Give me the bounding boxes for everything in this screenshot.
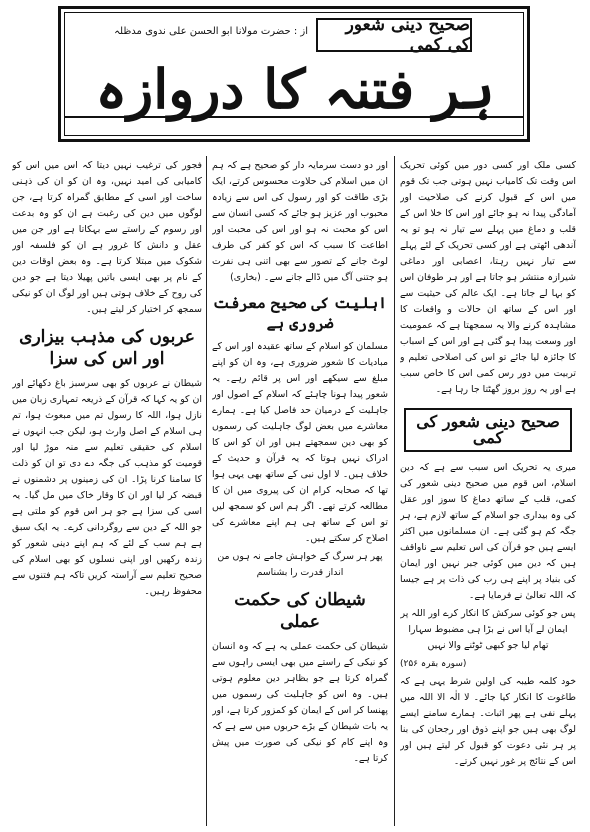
paragraph: خود کلمہ طیبہ کی اولین شرط یہی ہے کہ طاغوت کا انکار کیا جائے۔ لا الٰہ الا اللہ میں پہلے نفی ہے پھر اثبات۔ ہمارے سامنے ایسے لوگ بھی ہیں جو اپنے ذوق اور رجحان کی بنا پر ہر نئی دعوت کو قبول کر لیتے ہیں اور اس کے نتائج پر غور نہیں کرتے۔ [400, 676, 576, 767]
kicker-box: صحیح دینی شعور کی کمی [316, 18, 472, 52]
author-byline: از : حضرت مولانا ابو الحسن علی ندوی مدظلہ [114, 26, 308, 37]
section-heading-boxed: صحیح دینی شعور کی کمی [404, 408, 572, 452]
paragraph: فجور کی ترغیب نہیں دیتا کہ اس میں اس کو کامیابی کی امید نہیں، وہ ان کو ان کی ذہنی ساخت اور اسی کے مطابق گمراہ کرتا ہے، جن لوگوں میں دین کی رغبت ہے ان کو وہ بدعت اور رسوم کے راستے سے بہکاتا ہے اور جن میں عقل و دانش کا غرور ہے ان کو فلسفہ اور شکوک میں مبتلا کرتا ہے۔ وہ بعض اوقات دین کے نام پر بھی ایسی باتیں پھیلا دیتا ہے جو دین کی روح کے خلاف ہوتی ہیں اور لوگ ان کو نیکی سمجھ کر اختیار کر لیتے ہیں۔ [12, 160, 202, 315]
quran-reference: (سورہ بقرہ ۲۵۶) [400, 659, 467, 669]
column-left [12, 158, 202, 826]
verse-couplet: پھر ہر سرگ کے خواہش جامے نہ ہوں من انداز قدرت را بشناسم [217, 551, 383, 578]
paragraph: اور دو دست سرمایہ دار کو صحیح ہے کہ ہم ان میں اسلام کی حلاوت محسوس کرتے، ایک بڑی طاقت کو اور رسول کی اس سے زیادہ محبوب اور عزیز ہو جائے کہ کسی انسان سے اس کو محبت نہ ہو اور اس کی محبت اور اطاعت کا سبب کہ اس کو کفر کی طرف لوٹ جانے کے تصور سے بھی اتنی ہی نفرت ہو جتنی آگ میں ڈالے جانے سے۔ (بخاری) [212, 160, 388, 283]
column-middle [212, 158, 388, 826]
paragraph: میری یہ تحریک اس سبب سے ہے کہ دین اسلام، اس قوم میں صحیح دینی شعور کی کمی، قلب کے ساتھ دماغ کا سوز اور عقل کی وہ بیداری جو اسلام کے ساتھ لازم ہے، ہر جگہ کم ہو گئی ہے۔ ان مسلمانوں میں اکثر ایسے ہیں جو قرآن کی اس تعلیم سے ناواقف ہیں کہ دین میں کوئی جبر نہیں اور ایمان کی بنیاد پر اپنے ہی رب کی ذات پر ہے جیسا کہ اللہ تعالیٰ نے فرمایا ہے۔ [400, 462, 576, 601]
paragraph: کسی ملک اور کسی دور میں کوئی تحریک اس وقت تک کامیاب نہیں ہوتی جب تک قوم میں اس کے قبول کرنے کی صلاحیت اور آمادگی پیدا نہ ہو جائے اور اس کا خلا اس کے قلب و دماغ میں پہلے سے تیار نہ ہو تو یہ آندھی اٹھتی ہے اور کسی تحریک کے لئے پہلے سے تیار نہیں رہتا، اعصابی اور دماغی شیرازہ منتشر ہو جاتا ہے اور ہر طوفان اس کو بہا لے جاتا ہے۔ ایک عالم کی حیثیت سے اور اس کے ساتھ ان حالات و واقعات کا مشاہدہ کرنے والا یہ سمجھتا ہے کہ عمومیت اور وسعت پیدا ہو گئی ہے اور اس کے اسباب کا جائزہ لیا جائے تو اس کی اصلاحی تعلیم و تربیت میں دور رس کمی اس کا خاص سبب ہے اور یہ روز بروز گھٹتا جا رہا ہے۔ [400, 160, 576, 395]
paragraph: مسلمان کو اسلام کے ساتھ عقیدہ اور اس کے مبادیات کا شعور ضروری ہے، وہ ان کو اپنے مبلغ سے سیکھے اور اس پر قائم رہے۔ یہ شعور پیدا ہونا چاہئے کہ اسلام کے اصول اور جاہلیت کے درمیان حد فاصل کیا ہے۔ ہمارے معاشرے میں بعض لوگ جاہلیت کی رسموں کو بھی دین سمجھتے ہیں اور ان کو اس کا ادراک نہیں ہوتا کہ یہ قرآن و حدیث کے خلاف ہیں۔ لا اول نبی کے ساتھ بھی یہی ہوا تھا کہ صحابہ کرام ان کی پیروی میں ان کا مطالعہ کرتے تھے۔ اگر ہم اس کو سمجھ لیں تو اس کے ساتھ ہی ہم اپنے معاشرے کی اصلاح کر سکتے ہیں۔ [212, 341, 388, 544]
paragraph: شیطان نے عربوں کو بھی سرسبز باغ دکھائے اور ان کو یہ کہا کہ قرآن کے ذریعہ تمہاری زبان میں نازل ہوا، اللہ کا رسول تم میں مبعوث ہوا، تم ہی اسلام کے اصل وارث ہو، لیکن جب انہوں نے اسلام کی حقیقی تعلیم سے منہ موڑ لیا اور قومیت کو مذہب کی جگہ دے دی تو ان کو ذلت کا سامنا کرنا پڑا۔ ان کی زمینوں پر دشمنوں نے قبضہ کر لیا اور ان کا وقار خاک میں مل گیا۔ یہ اسی کی سزا ہے جو ہر اس قوم کو ملتی ہے جو اللہ کے دین سے روگردانی کرے۔ یہ ایک سبق ہے ہم سب کے لئے کہ ہم اپنے دینی شعور کو زندہ رکھیں اور اپنی نسلوں کو بھی اسلام کی صحیح تعلیم سے آراستہ کریں تاکہ ہم فتنوں سے محفوظ رہیں۔ [12, 378, 202, 598]
section-heading: عربوں کی مذہب بیزاری اور اس کی سزا [19, 327, 195, 370]
article-headline: ہر فتنہ کا دروازہ [95, 57, 495, 121]
column-right [400, 158, 576, 826]
section-heading: شیطان کی حکمت عملی [234, 590, 366, 633]
quran-quote: پس جو کوئی سرکش کا انکار کرے اور اللہ پر ایمان لے آیا اس نے بڑا ہی مضبوط سہارا تھام لیا جو کبھی ٹوٹنے والا نہیں [400, 608, 576, 651]
column-divider-right [394, 156, 395, 826]
section-heading: اہلیت کی صحیح معرفت ضروری ہے [213, 294, 387, 332]
column-divider-left [206, 156, 207, 826]
paragraph: شیطان کی حکمت عملی یہ ہے کہ وہ انسان کو نیکی کے راستے میں بھی ایسی راہوں سے گمراہ کرتا ہے جو بظاہر دین معلوم ہوتی ہیں۔ وہ اس کو جاہلیت کی رسموں میں پھنسا کر اس کے ایمان کو کمزور کرتا ہے، اور یہ بات شیطان کے بڑے حربوں میں سے ہے کہ وہ اپنے کام کو نیکی کی صورت میں پیش کرتا ہے۔ [212, 641, 388, 765]
